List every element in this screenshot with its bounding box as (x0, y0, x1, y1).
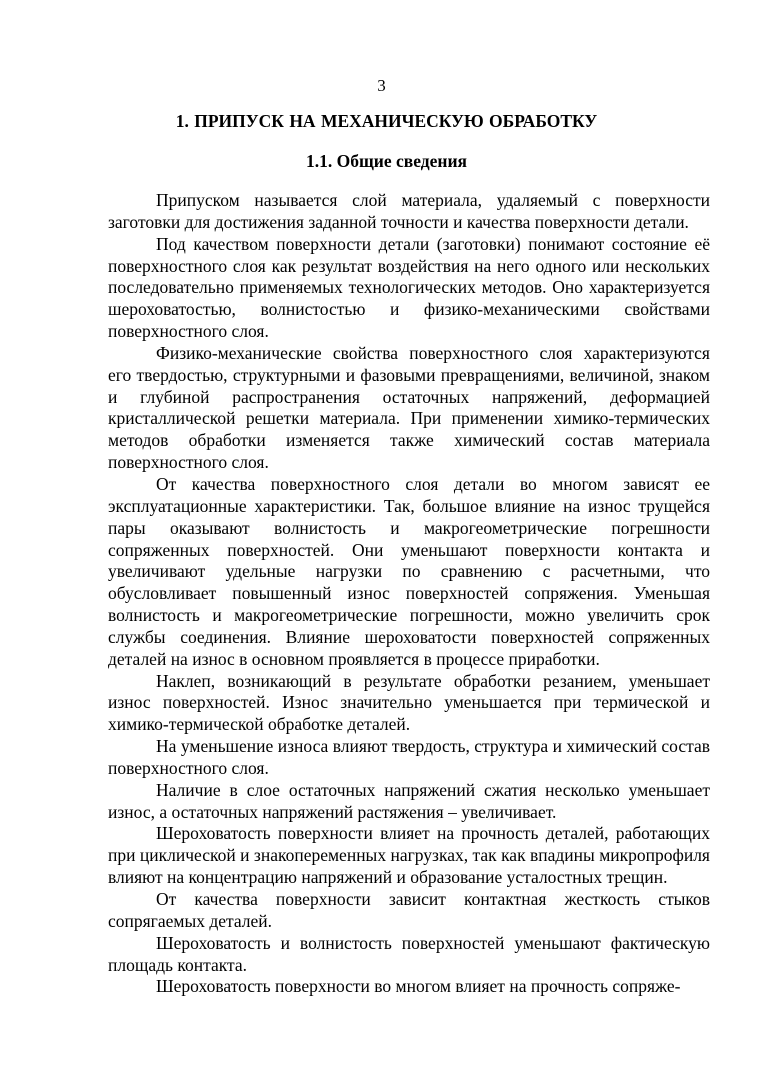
paragraph: Физико-механические свойства поверхностного слоя характеризуются его твердостью, структурными и фазовыми превращениями, величиной, знаком и глубиной распространения остаточных напряжений, деформацией кристаллической решетки материала. При применении химико-термических методов обработки изменяется также химический состав материала поверхностного слоя. (108, 342, 710, 473)
paragraph: На уменьшение износа влияют твердость, структура и химический состав поверхностного слоя. (108, 736, 710, 778)
paragraph: Наклеп, возникающий в результате обработки резанием, уменьшает износ поверхностей. Износ значительно уменьшается при термической и химико-термической обработке деталей. (108, 670, 710, 735)
paragraph: Шероховатость поверхности влияет на прочность деталей, работающих при циклической и знакопеременных нагрузках, так как впадины микропрофиля влияют на концентрацию напряжений и образование усталостных трещин. (108, 823, 710, 888)
paragraph: Под качеством поверхности детали (заготовки) понимают состояние её поверхностного слоя как результат воздействия на него одного или нескольких последовательно применяемых технологических методов. Оно характеризуется шероховатостью, волнистостью и физико-механическими свойствами поверхностного слоя. (108, 233, 710, 342)
paragraph: От качества поверхности зависит контактная жесткость стыков сопрягаемых деталей. (108, 889, 710, 931)
paragraph: От качества поверхностного слоя детали во многом зависят ее эксплуатационные характеристики. Так, большое влияние на износ трущейся пары оказывают волнистость и макрогеометрические погрешности сопряженных поверхностей. Они уменьшают поверхности контакта и увеличивают удельные нагрузки по сравнению с расчетными, что обусловливает повышенный износ поверхностей сопряжения. Уменьшая волнистость и макрогеометрические погрешности, можно увеличить срок службы соединения. Влияние шероховатости поверхностей сопряженных деталей на износ в основном проявляется в процессе приработки. (108, 473, 710, 669)
paragraph: Шероховатость и волнистость поверхностей уменьшают фактическую площадь контакта. (108, 932, 710, 975)
chapter-title: 1. ПРИПУСК НА МЕХАНИЧЕСКУЮ ОБРАБОТКУ (175, 111, 598, 131)
paragraph: Шероховатость поверхности во многом влияет на прочность сопряже- (156, 976, 681, 997)
paragraph: Припуском называется слой материала, удаляемый с поверхности заготовки для достижения заданной точности и качества поверхности детали. (108, 190, 710, 232)
section-title: 1.1. Общие сведения (306, 151, 467, 171)
paragraph: Наличие в слое остаточных напряжений сжатия несколько уменьшает износ, а остаточных напряжений растяжения – увеличивает. (108, 779, 710, 822)
body-text (108, 190, 710, 998)
page-number: 3 (377, 76, 386, 95)
